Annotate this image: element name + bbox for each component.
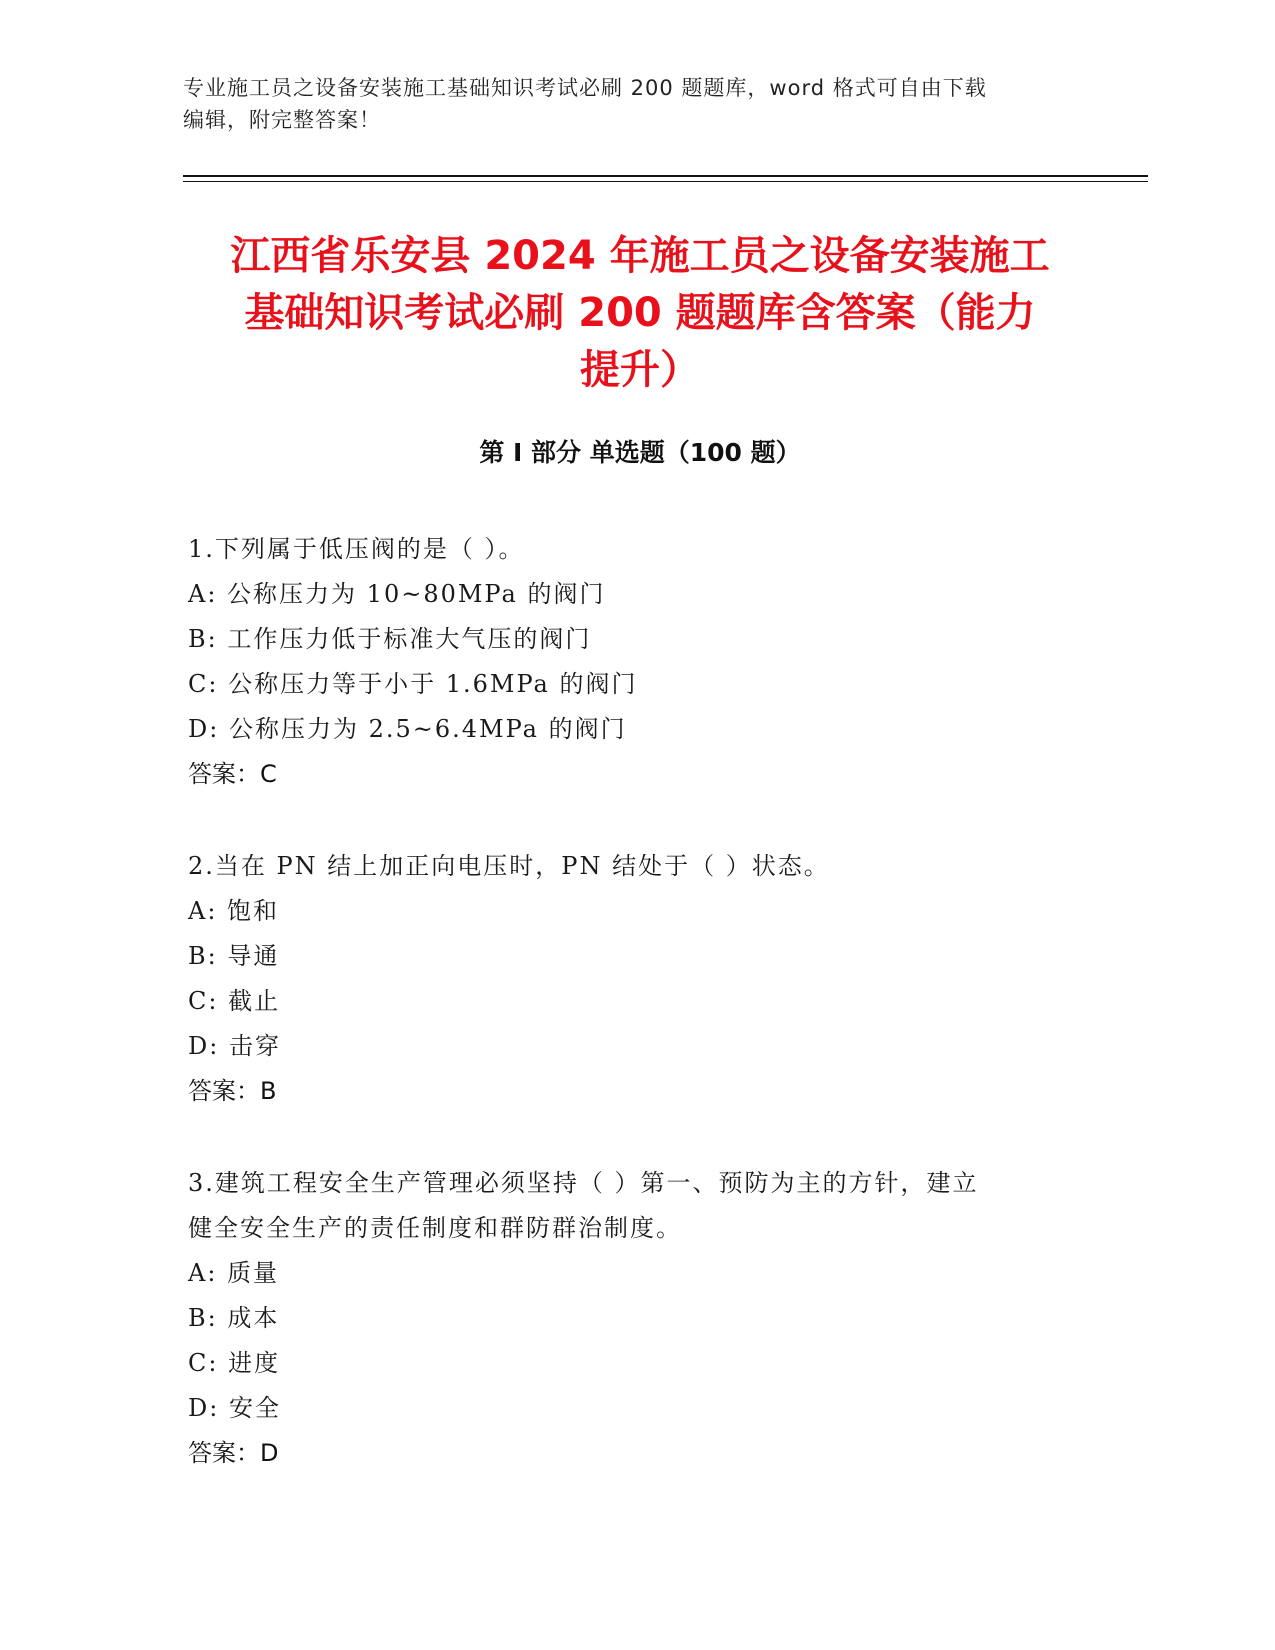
option-b: B: 工作压力低于标准大气压的阀门	[188, 625, 592, 653]
option-a: A: 质量	[188, 1259, 280, 1287]
option-a: A: 公称压力为 10~80MPa 的阀门	[188, 580, 606, 608]
header-note	[183, 72, 1063, 136]
question-2	[188, 844, 1088, 1114]
title-line: 江西省乐安县 2024 年施工员之设备安装施工	[230, 233, 1050, 279]
question-stem: 2.当在 PN 结上加正向电压时，PN 结处于（ ）状态。	[188, 852, 830, 880]
option-d: D: 击穿	[188, 1032, 281, 1060]
option-c: C: 公称压力等于小于 1.6MPa 的阀门	[188, 670, 638, 698]
question-stem: 1.下列属于低压阀的是（ ）。	[188, 535, 525, 563]
question-stem: 3.建筑工程安全生产管理必须坚持（ ）第一、预防为主的方针，建立	[188, 1169, 979, 1197]
header-divider-thin	[183, 181, 1148, 182]
option-b: B: 成本	[188, 1304, 280, 1332]
question-spacer	[188, 1114, 1088, 1161]
title-line: 提升）	[580, 347, 700, 393]
option-d: D: 公称压力为 2.5~6.4MPa 的阀门	[188, 715, 627, 743]
option-a: A: 饱和	[188, 897, 280, 925]
header-note-line: 专业施工员之设备安装施工基础知识考试必刷 200 题题库，word 格式可自由下载	[183, 76, 987, 100]
title-line: 基础知识考试必刷 200 题题库含答案（能力	[244, 290, 1036, 336]
question-3	[188, 1161, 1088, 1476]
question-stem-continued: 健全安全生产的责任制度和群防群治制度。	[188, 1214, 682, 1242]
header-note-line: 编辑，附完整答案！	[183, 108, 381, 132]
option-c: C: 进度	[188, 1349, 281, 1377]
answer-line: 答案：D	[188, 1439, 279, 1467]
answer-line: 答案：B	[188, 1077, 277, 1105]
header-divider	[183, 175, 1148, 177]
question-spacer	[188, 797, 1088, 844]
option-c: C: 截止	[188, 987, 281, 1015]
question-list	[188, 527, 1088, 1476]
option-d: D: 安全	[188, 1394, 281, 1422]
document-title	[180, 228, 1100, 399]
answer-line: 答案：C	[188, 760, 277, 788]
question-1	[188, 527, 1088, 797]
section-heading: 第 I 部分 单选题（100 题）	[479, 438, 801, 467]
option-b: B: 导通	[188, 942, 280, 970]
